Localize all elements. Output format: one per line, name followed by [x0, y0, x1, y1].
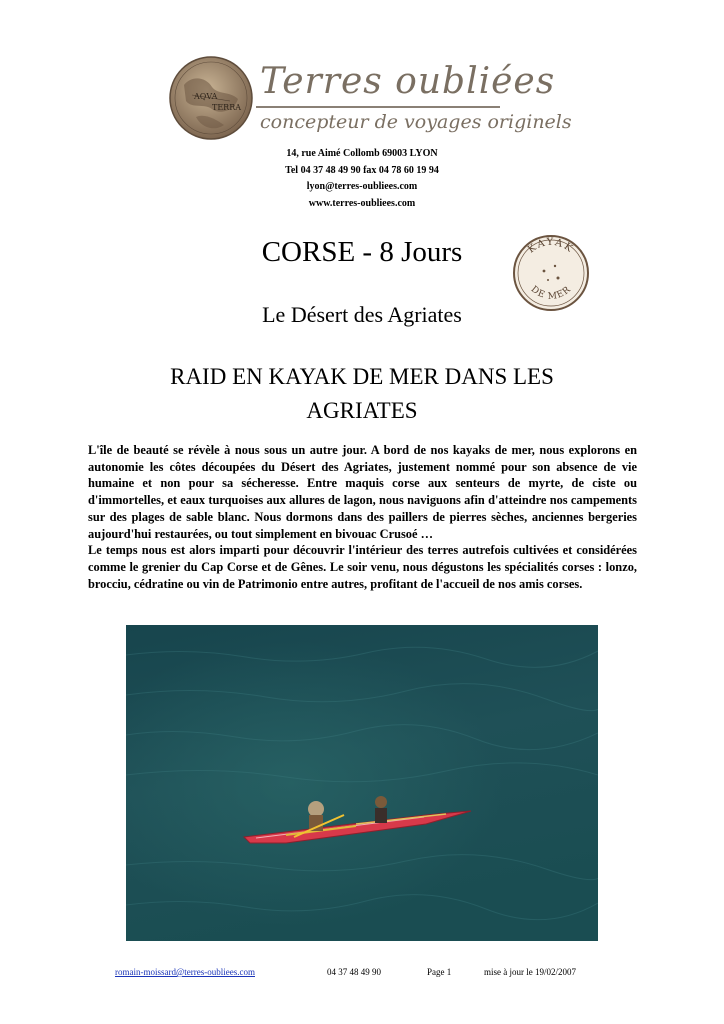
globe-logo-icon — [168, 55, 254, 141]
page-subtitle: Le Désert des Agriates — [262, 302, 462, 327]
contact-block — [0, 146, 724, 212]
contact-email: lyon@terres-oubliees.com — [306, 181, 418, 192]
description-paragraph-1: L'île de beauté se révèle à nous sous un autre jour. A bord de nos kayaks de mer, nous explorons en autonomie les côtes découpées du Désert des Agriates, justement nommé pour son absence de vie humaine et non pour sa sécheresse. Entre maquis corse aux senteurs de myrte, de ciste ou d'immortelles, et eaux turquoises aux allures de lagon, nous naviguons afin d'atteindre nos campements sur des plages de sable blanc. Nous dormons dans des paillers de pierres sèches, anciennes bergeries aujourd'hui restaurées, ou tout simplement en bivouac Crusoé … — [88, 443, 637, 541]
footer-email-link[interactable]: romain-moissard@terres-oubliees.com — [115, 967, 255, 977]
contact-phone-fax: Tel 04 37 48 49 90 fax 04 78 60 19 94 — [285, 164, 439, 176]
footer-phone: 04 37 48 49 90 — [327, 967, 381, 977]
footer-page-number: Page 1 — [427, 967, 452, 977]
description-paragraph-2: Le temps nous est alors imparti pour découvrir l'intérieur des terres autrefois cultivées et considérées comme le grenier du Cap Corse et de Gênes. Le soir venu, nous dégustons les spécialités corses : lonzo, brocciu, cédratine ou vin de Patrimonio entre autres, profitant de l'accueil de nos amis corses. — [88, 543, 637, 591]
footer-update-date: mise à jour le 19/02/2007 — [484, 967, 576, 977]
trip-description — [88, 442, 637, 592]
brand-tagline: concepteur de voyages originels — [260, 111, 572, 133]
contact-website: www.terres-oubliees.com — [308, 197, 416, 209]
contact-address: 14, rue Aimé Collomb 69003 LYON — [286, 148, 438, 159]
kayak-photo — [126, 625, 598, 941]
globe-text-terra: TERRA — [212, 103, 241, 112]
brand-divider — [256, 106, 500, 108]
stamp-top-text: KAYAK — [526, 236, 576, 256]
company-logo — [168, 55, 572, 145]
stamp-bottom-text: DE MER — [528, 284, 574, 303]
section-heading: RAID EN KAYAK DE MER DANS LES AGRIATES — [170, 364, 554, 423]
globe-text-aqua: AQVA — [194, 92, 218, 101]
brand-name: Terres oubliées — [260, 61, 556, 102]
page-title: CORSE - 8 Jours — [261, 236, 463, 268]
